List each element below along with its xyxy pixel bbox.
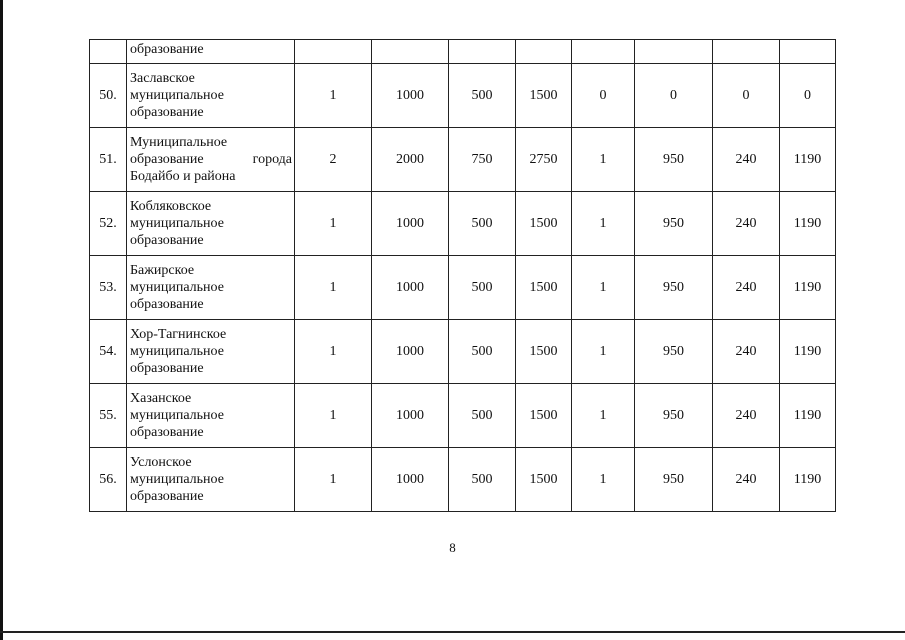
value-cell: 1000 xyxy=(372,320,449,384)
value-cell: 1 xyxy=(572,192,635,256)
value-cell: 1 xyxy=(295,64,372,128)
value-cell: 1 xyxy=(295,448,372,512)
value-cell: 500 xyxy=(449,256,516,320)
value-cell: 240 xyxy=(713,384,780,448)
value-cell: 500 xyxy=(449,64,516,128)
row-name-cell xyxy=(127,384,295,448)
value-cell: 1 xyxy=(572,128,635,192)
value-cell: 500 xyxy=(449,320,516,384)
name-line: муниципальное xyxy=(130,280,224,295)
name-line: Услонское xyxy=(130,455,192,470)
value-cell xyxy=(780,40,836,64)
value-cell xyxy=(449,40,516,64)
value-cell: 1500 xyxy=(516,256,572,320)
row-number-cell: 51. xyxy=(90,128,127,192)
value-cell: 750 xyxy=(449,128,516,192)
value-cell: 1 xyxy=(295,256,372,320)
value-cell: 1000 xyxy=(372,384,449,448)
name-line: Заславское xyxy=(130,71,195,86)
value-cell xyxy=(295,40,372,64)
value-cell: 240 xyxy=(713,128,780,192)
value-cell: 0 xyxy=(572,64,635,128)
value-cell xyxy=(572,40,635,64)
value-cell: 1 xyxy=(572,320,635,384)
value-cell: 1500 xyxy=(516,320,572,384)
value-cell: 500 xyxy=(449,384,516,448)
value-cell: 240 xyxy=(713,448,780,512)
value-cell xyxy=(516,40,572,64)
table-row xyxy=(90,384,836,448)
value-cell: 1500 xyxy=(516,64,572,128)
value-cell: 1190 xyxy=(780,256,836,320)
value-cell: 0 xyxy=(635,64,713,128)
row-number-cell: 50. xyxy=(90,64,127,128)
name-line: образование xyxy=(130,233,204,248)
value-cell: 1500 xyxy=(516,384,572,448)
value-cell: 2 xyxy=(295,128,372,192)
value-cell: 1000 xyxy=(372,192,449,256)
value-cell: 1 xyxy=(295,384,372,448)
value-cell xyxy=(635,40,713,64)
name-line: образование xyxy=(130,425,204,440)
row-name-cell xyxy=(127,256,295,320)
value-cell: 0 xyxy=(713,64,780,128)
value-cell: 1 xyxy=(572,256,635,320)
value-cell: 1190 xyxy=(780,128,836,192)
name-line: муниципальное xyxy=(130,408,224,423)
value-cell: 1 xyxy=(572,448,635,512)
value-cell: 1190 xyxy=(780,384,836,448)
continuation-row xyxy=(90,40,836,64)
table-row xyxy=(90,256,836,320)
value-cell: 0 xyxy=(780,64,836,128)
name-line: образование xyxy=(130,105,204,120)
value-cell: 2750 xyxy=(516,128,572,192)
value-cell: 240 xyxy=(713,320,780,384)
name-line: муниципальное xyxy=(130,472,224,487)
row-number-cell xyxy=(90,40,127,64)
page-number: 8 xyxy=(449,540,456,555)
value-cell: 500 xyxy=(449,192,516,256)
row-name-cell xyxy=(127,448,295,512)
value-cell: 950 xyxy=(635,192,713,256)
value-cell: 950 xyxy=(635,128,713,192)
row-number-cell: 55. xyxy=(90,384,127,448)
value-cell: 950 xyxy=(635,256,713,320)
row-number-cell: 56. xyxy=(90,448,127,512)
row-name-cell xyxy=(127,128,295,192)
value-cell xyxy=(372,40,449,64)
value-cell: 1 xyxy=(295,192,372,256)
name-line: Муниципальное xyxy=(130,135,228,150)
row-name-cell xyxy=(127,64,295,128)
value-cell: 2000 xyxy=(372,128,449,192)
table-row xyxy=(90,192,836,256)
municipal-data-table xyxy=(89,39,836,512)
scan-bottom-edge xyxy=(0,631,905,633)
row-number-cell: 53. xyxy=(90,256,127,320)
value-cell: 240 xyxy=(713,192,780,256)
row-name-cell xyxy=(127,320,295,384)
row-name-cell: образование xyxy=(127,40,295,64)
value-cell: 1190 xyxy=(780,192,836,256)
name-line: Хор-Тагнинское xyxy=(130,327,227,342)
name-line: Бодайбо и района xyxy=(130,169,236,184)
name-line: Хазанское xyxy=(130,391,192,406)
name-line: муниципальное xyxy=(130,216,224,231)
table-row xyxy=(90,128,836,192)
name-line: Кобляковское xyxy=(130,199,212,214)
value-cell: 1190 xyxy=(780,320,836,384)
name-line: образование xyxy=(130,489,204,504)
row-number-cell: 52. xyxy=(90,192,127,256)
value-cell: 1000 xyxy=(372,64,449,128)
value-cell: 1 xyxy=(295,320,372,384)
name-line: муниципальное xyxy=(130,344,224,359)
name-line: муниципальное xyxy=(130,88,224,103)
value-cell: 1000 xyxy=(372,448,449,512)
value-cell: 1000 xyxy=(372,256,449,320)
value-cell: 1190 xyxy=(780,448,836,512)
value-cell: 240 xyxy=(713,256,780,320)
table-row xyxy=(90,448,836,512)
value-cell: 1 xyxy=(572,384,635,448)
value-cell: 950 xyxy=(635,448,713,512)
name-line: образование xyxy=(130,361,204,376)
row-name-cell xyxy=(127,192,295,256)
value-cell: 1500 xyxy=(516,448,572,512)
value-cell: 1500 xyxy=(516,192,572,256)
name-line: Бажирское xyxy=(130,263,195,278)
table-row xyxy=(90,64,836,128)
value-cell: 500 xyxy=(449,448,516,512)
name-line: образование города xyxy=(130,152,292,167)
value-cell xyxy=(713,40,780,64)
name-line: образование xyxy=(130,297,204,312)
value-cell: 950 xyxy=(635,320,713,384)
row-number-cell: 54. xyxy=(90,320,127,384)
value-cell: 950 xyxy=(635,384,713,448)
table-row xyxy=(90,320,836,384)
